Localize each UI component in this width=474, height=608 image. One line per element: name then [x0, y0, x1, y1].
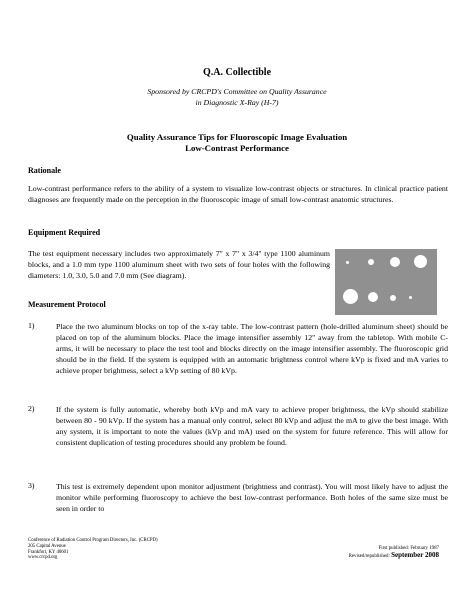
rationale-heading: Rationale — [28, 166, 61, 175]
protocol-heading: Measurement Protocol — [28, 300, 106, 309]
footer-address: 205 Capital Avenue — [28, 543, 66, 549]
protocol-item-text: This test is extremely dependent upon monitor adjustment (brightness and contrast). You will most likely have to adjust the monitor while performing fluoroscopy to achieve the best low-contrast performance. Both holes of the same size must be seen in order to — [56, 482, 448, 513]
hole-3mm-bottom — [390, 295, 396, 301]
aluminum-sheet-diagram — [335, 249, 437, 315]
first-published: First published: February 1987 — [378, 546, 439, 551]
document-title: Q.A. Collectible — [202, 67, 272, 78]
doc-heading-line-2: Low-Contrast Performance — [185, 143, 289, 153]
footer-organization — [28, 538, 158, 561]
hole-7mm-top — [414, 255, 427, 268]
protocol-item-number: 3) — [28, 481, 35, 490]
protocol-item-number: 2) — [28, 404, 35, 413]
hole-3mm-top — [368, 259, 374, 265]
protocol-item-number: 1) — [28, 321, 35, 330]
revised-date: September 2008 — [391, 551, 439, 559]
protocol-item-text: If the system is fully automatic, whereby both kVp and mA vary to achieve proper brightness, the kVp should stabilize between 80 - 90 kVp. If the system has a manual only control, select 80 kVp and adjust the mA to give the best image. With any system, it is important to note the values (kVp and mA) used on the system for future reference. This will allow for consistent duplication of testing procedures should any problem be found. — [56, 405, 448, 447]
hole-1mm-top — [346, 261, 349, 264]
sponsor-note — [0, 86, 474, 108]
footer-city: Frankfort, KY 40601 — [28, 549, 69, 555]
sponsor-line-2: in Diagnostic X-Ray (H-7) — [195, 98, 279, 107]
doc-heading — [0, 132, 474, 154]
footer-website: www.crcpd.org — [28, 555, 58, 561]
equipment-text: The test equipment necessary includes two approximately 7" x 7" x 3/4" type 1100 aluminum blocks, and a 1.0 mm type 1100 aluminum sheet with two sets of four holes with the following diameters: 1.0, 3.0, 5.0 and 7.0 mm (See diagram). — [28, 249, 330, 281]
doc-heading-line-1: Quality Assurance Tips for Fluoroscopic Image Evaluation — [126, 132, 348, 142]
revised-label: Revised/republished: — [348, 554, 390, 559]
footer-org-name: Conference of Radiation Control Program Directors, Inc. (CRCPD) — [28, 538, 158, 543]
equipment-heading: Equipment Required — [28, 228, 101, 237]
hole-7mm-bottom — [343, 289, 358, 304]
revised-line — [349, 552, 439, 560]
footer-publication-info — [349, 545, 439, 560]
hole-5mm-bottom — [368, 292, 378, 302]
protocol-item-text: Place the two aluminum blocks on top of the x-ray table. The low-contrast pattern (hole-drilled aluminum sheet) should be placed on top of the aluminum blocks. Place the image intensifier assembly 12" away from the tabletop. With mobile C-arms, it will be necessary to place the test tool and blocks directly on the image intensifier assembly. The fluoroscopic grid should be in the field. If the system is equipped with an automatic brightness control where kVp is fixed and mA varies to achieve proper brightness, select a kVp setting of 80 kVp. — [56, 322, 448, 375]
sponsor-line-1: Sponsored by CRCPD's Committee on Quality Assurance — [147, 87, 327, 96]
hole-5mm-top — [390, 257, 400, 267]
hole-1mm-bottom — [409, 296, 412, 299]
rationale-text: Low-contrast performance refers to the ability of a system to visualize low-contrast objects or structures. In clinical practice patient diagnoses are frequently made on the perception in the fluoroscopic image of small low-contrast anatomic structures. — [28, 184, 448, 204]
